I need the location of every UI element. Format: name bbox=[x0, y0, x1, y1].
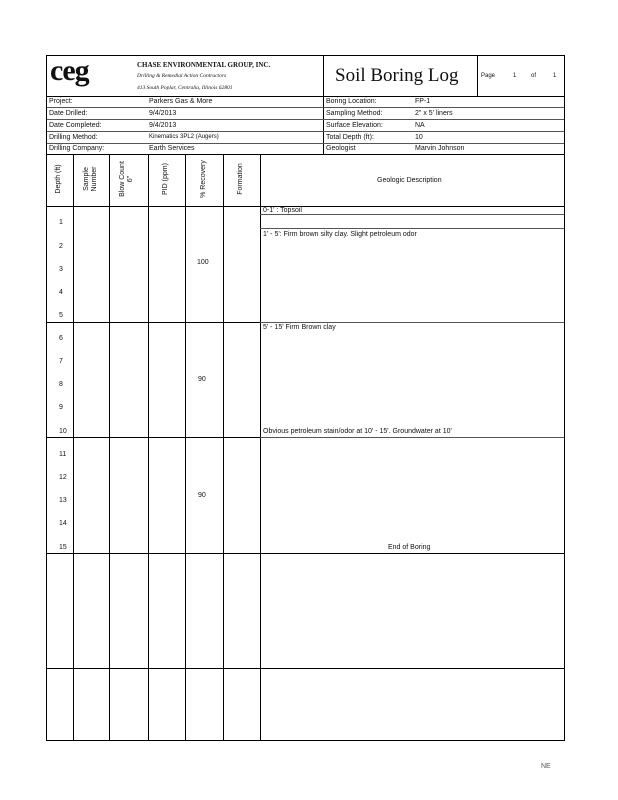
depth-13: 13 bbox=[59, 497, 67, 504]
boring-location-label: Boring Location: bbox=[326, 98, 377, 105]
col-line bbox=[148, 154, 149, 740]
date-completed-label: Date Completed: bbox=[49, 122, 102, 129]
depth-12: 12 bbox=[59, 474, 67, 481]
surface-elevation-value: NA bbox=[415, 122, 425, 129]
info-row-line bbox=[47, 107, 564, 108]
depth-2: 2 bbox=[59, 243, 63, 250]
page-total: 1 bbox=[553, 73, 557, 79]
description-line bbox=[260, 228, 564, 229]
sampling-method-label: Sampling Method: bbox=[326, 110, 383, 117]
description-petroleum-stain: Obvious petroleum stain/odor at 10' - 15'. Groundwater at 10' bbox=[263, 428, 452, 435]
date-completed-value: 9/4/2013 bbox=[149, 122, 177, 129]
total-depth-value: 10 bbox=[415, 134, 423, 141]
depth-8: 8 bbox=[59, 381, 63, 388]
interval-line bbox=[47, 437, 260, 438]
depth-6: 6 bbox=[59, 335, 63, 342]
col-header-depth: Depth (ft) bbox=[55, 164, 62, 194]
depth-7: 7 bbox=[59, 358, 63, 365]
recovery-value-1: 100 bbox=[197, 259, 209, 266]
recovery-value-2: 90 bbox=[198, 376, 206, 383]
header-bottom-line bbox=[47, 96, 564, 97]
depth-1: 1 bbox=[59, 219, 63, 226]
info-row-line bbox=[47, 143, 564, 144]
col-header-formation: Formation bbox=[237, 163, 244, 195]
col-line bbox=[73, 154, 74, 740]
total-depth-label: Total Depth (ft): bbox=[326, 134, 374, 141]
description-brown-clay: 5' - 15' Firm Brown clay bbox=[263, 324, 336, 331]
col-line bbox=[109, 154, 110, 740]
drilling-company-value: Earth Services bbox=[149, 145, 195, 152]
description-end-of-boring: End of Boring bbox=[388, 544, 431, 551]
depth-11: 11 bbox=[59, 451, 67, 458]
description-line bbox=[260, 322, 564, 323]
depth-14: 14 bbox=[59, 520, 67, 527]
page-label: Page bbox=[481, 73, 496, 79]
geologist-label: Geologist bbox=[326, 145, 356, 152]
info-divider bbox=[323, 96, 324, 154]
col-line bbox=[185, 154, 186, 740]
description-line bbox=[260, 437, 564, 438]
date-drilled-value: 9/4/2013 bbox=[149, 110, 177, 117]
date-drilled-label: Date Drilled: bbox=[49, 110, 88, 117]
drilling-company-label: Drilling Company: bbox=[49, 145, 105, 152]
boring-log-sheet bbox=[46, 55, 565, 741]
col-line bbox=[260, 154, 261, 740]
company-address: 413 South Poplar, Centralia, Illinois 62801 bbox=[137, 85, 233, 91]
company-tagline: Drilling & Remedial Action Contractors bbox=[137, 73, 227, 79]
company-logo: ceg bbox=[50, 54, 89, 87]
sampling-method-value: 2" x 5' liners bbox=[415, 110, 453, 117]
depth-5: 5 bbox=[59, 312, 63, 319]
of-label: of bbox=[531, 73, 537, 79]
col-header-recovery: % Recovery bbox=[200, 160, 207, 198]
column-header-line bbox=[47, 206, 564, 207]
col-header-geologic-description: Geologic Description bbox=[377, 177, 442, 184]
recovery-value-3: 90 bbox=[198, 492, 206, 499]
interval-line bbox=[47, 668, 564, 669]
depth-4: 4 bbox=[59, 289, 63, 296]
boring-location-value: FP-1 bbox=[415, 98, 431, 105]
interval-line bbox=[47, 553, 564, 554]
geologist-value: Marvin Johnson bbox=[415, 145, 465, 152]
description-line bbox=[260, 214, 564, 215]
page-box-divider bbox=[477, 56, 478, 96]
document-title: Soil Boring Log bbox=[335, 65, 459, 86]
drilling-method-value: Kinematics 3PL2 (Augers) bbox=[149, 134, 219, 140]
project-label: Project: bbox=[49, 98, 73, 105]
description-silty-clay: 1' - 5': Firm brown silty clay. Slight petroleum odor bbox=[263, 231, 417, 238]
company-name: CHASE ENVIRONMENTAL GROUP, INC. bbox=[137, 61, 271, 69]
project-value: Parkers Gas & More bbox=[149, 98, 213, 105]
depth-3: 3 bbox=[59, 266, 63, 273]
page-number: 1 bbox=[513, 73, 517, 79]
col-line bbox=[223, 154, 224, 740]
drilling-method-label: Drilling Method: bbox=[49, 134, 98, 141]
col-header-blow-count: Blow Count 6" bbox=[119, 161, 134, 197]
depth-9: 9 bbox=[59, 404, 63, 411]
depth-15: 15 bbox=[59, 544, 67, 551]
description-topsoil: 0-1' : Topsoil bbox=[263, 207, 302, 214]
info-bottom-line bbox=[47, 154, 564, 155]
col-header-sample-number: Sample Number bbox=[83, 166, 98, 192]
info-row-line bbox=[47, 119, 564, 120]
surface-elevation-label: Surface Elevation: bbox=[326, 122, 383, 129]
depth-10: 10 bbox=[59, 428, 67, 435]
info-row-line bbox=[47, 131, 564, 132]
footer-mark: NE bbox=[541, 763, 551, 770]
col-header-pid: PID (ppm) bbox=[162, 163, 169, 195]
header-divider bbox=[323, 56, 324, 96]
interval-line bbox=[47, 322, 260, 323]
